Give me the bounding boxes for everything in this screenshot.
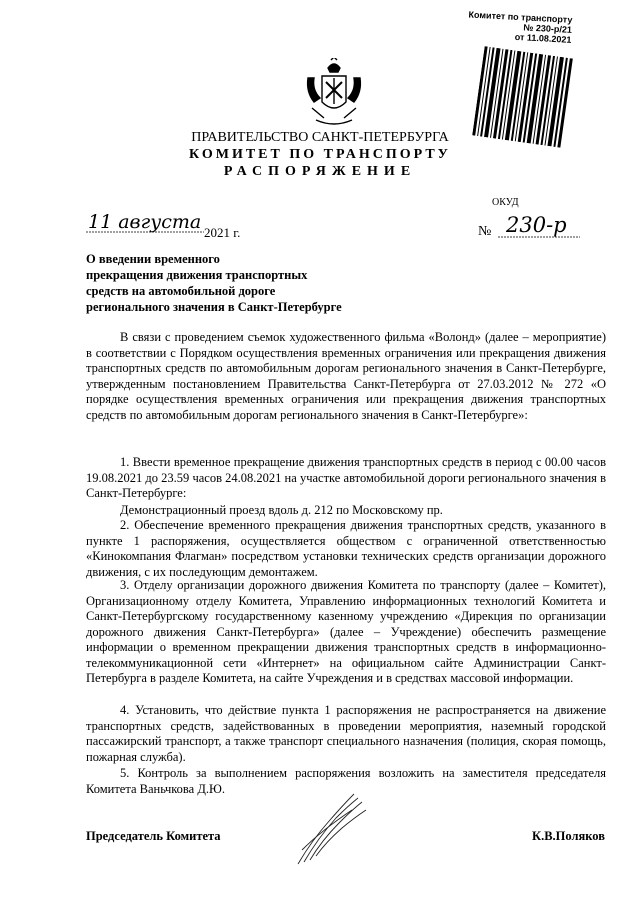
signatory-title: Председатель Комитета — [86, 829, 221, 843]
paragraph-1-location: Демонстрационный проезд вдоль д. 212 по Московскому пр. — [120, 503, 443, 517]
subject-line: О введении временного — [86, 252, 220, 266]
committee-title: КОМИТЕТ ПО ТРАНСПОРТУ — [189, 147, 451, 162]
stamp-line-2: № 230-р/21 — [523, 22, 573, 35]
date-year: 2021 г. — [204, 225, 241, 240]
subject-line: прекращения движения транспортных — [86, 268, 308, 282]
registration-stamp — [461, 9, 572, 45]
subject-line: регионального значения в Санкт-Петербурге — [86, 300, 342, 314]
date-handwritten-text: 11 августа — [88, 211, 202, 233]
document-subject — [86, 251, 342, 315]
handwritten-date — [86, 210, 204, 236]
handwritten-number — [498, 212, 580, 242]
paragraph-3: 3. Отделу организации дорожного движения Комитета по транспорту (далее – Комитет), Организационному отделу Комитета, Управлению информационных технологий Комитета и Санкт-Петербургскому государственному казенному учреждению «Дирекция по организации дорожного движения Санкт-Петербурга» (далее – Учреждение) обеспечить размещение информации о временном прекращении движения транспортных средств в информационно-телекоммуникационной сети «Интернет» на официальном сайте Администрации Санкт-Петербурга в разделе Комитета, на сайте Учреждения и в средствах массовой информации. — [86, 578, 606, 685]
handwritten-signature — [292, 790, 372, 868]
subject-line: средств на автомобильной дороге — [86, 284, 276, 298]
document-type: РАСПОРЯЖЕНИЕ — [223, 164, 417, 179]
signatory-name: К.В.Поляков — [532, 829, 605, 843]
okud-label: ОКУД — [492, 197, 519, 208]
government-title: ПРАВИТЕЛЬСТВО САНКТ-ПЕТЕРБУРГА — [191, 130, 449, 145]
stamp-line-1: Комитет по транспорту — [468, 9, 573, 25]
paragraph-1: 1. Ввести временное прекращение движения транспортных средств в период с 00.00 часов 19.08.2021 до 23.59 часов 24.08.2021 на участке автомобильной дороги регионального значения в Санкт-Петербурге: — [86, 455, 606, 500]
paragraph-5: 5. Контроль за выполнением распоряжения возложить на заместителя председателя Комитета Ваньчкова Д.Ю. — [86, 766, 606, 796]
coat-of-arms-icon — [302, 58, 366, 130]
preamble-paragraph: В связи с проведением съемок художественного фильма «Волонд» (далее – мероприятие) в соответствии с Порядком осуществления временных ограничения или прекращения движения транспортных средств по автомобильным дорогам регионального значения в Санкт-Петербурге, утвержденным постановлением Правительства Санкт-Петербурга от 27.03.2012 № 272 «О порядке осуществления временных ограничения или прекращения движения транспортных средств по автомобильным дорогам регионального значения в Санкт-Петербурге»: — [86, 330, 606, 422]
number-handwritten-text: 230-р — [506, 213, 567, 237]
paragraph-2: 2. Обеспечение временного прекращения движения транспортных средств, указанного в пункте 1 распоряжения, осуществляется обществом с ограниченной ответственностью «Кинокомпания Флагман» посредством установки технических средств организации дорожного движения, с их последующим демонтажем. — [86, 518, 606, 579]
number-label: № — [478, 224, 492, 239]
stamp-line-3: от 11.08.2021 — [514, 31, 572, 45]
paragraph-4: 4. Установить, что действие пункта 1 распоряжения не распространяется на движение транспортных средств, задействованных в проведении мероприятия, наземный городской пассажирский транспорт, а также транспорт специального назначения (полиция, скорая помощь, пожарная служба). — [86, 703, 606, 764]
